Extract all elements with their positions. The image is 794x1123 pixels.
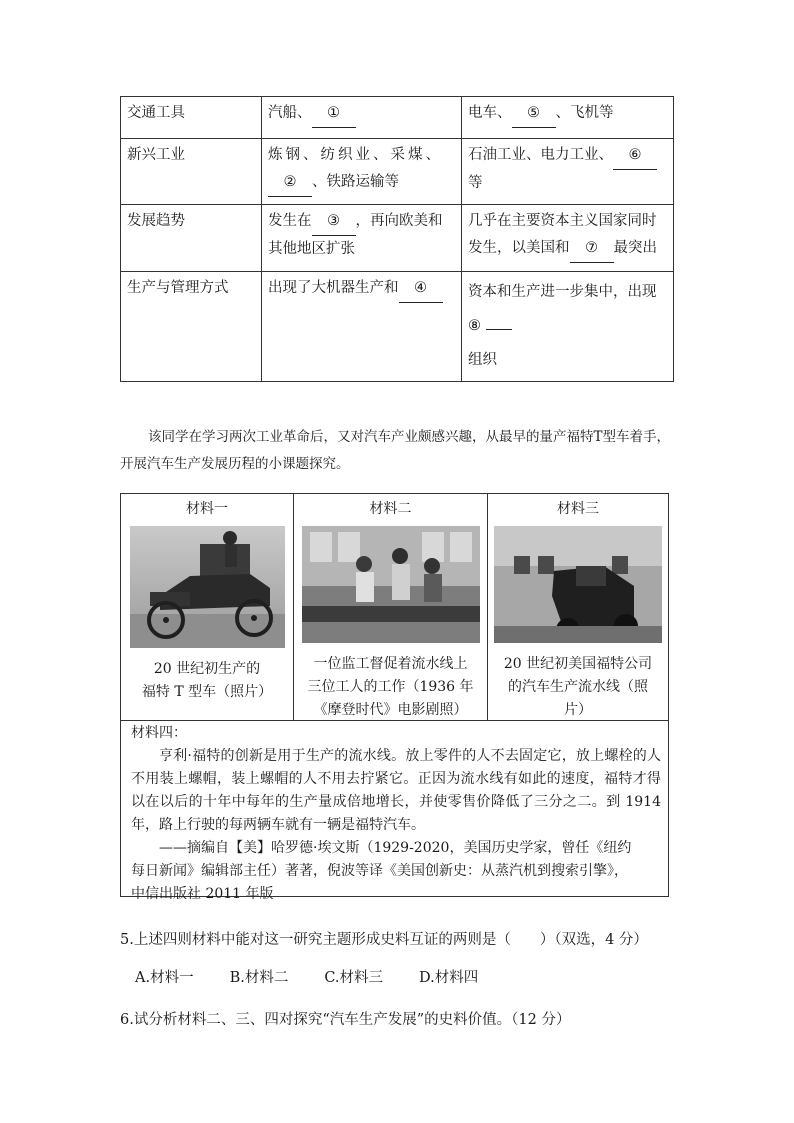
option-c[interactable]: C.材料三 — [324, 970, 384, 986]
blank-3: ③ — [312, 208, 356, 236]
option-a[interactable]: A.材料一 — [135, 970, 194, 986]
material-4-source: 每日新闻》编辑部主任）著著，倪波等译《美国创新史：从蒸汽机到搜索引擎》， — [131, 863, 628, 879]
first-revolution-cell: 发生在 ③ ，再向欧美和其他地区扩张 — [262, 205, 462, 272]
row-label: 新兴工业 — [121, 139, 262, 205]
first-revolution-cell: 出现了大机器生产和 ④ — [262, 272, 462, 382]
blank-6: ⑥ — [613, 142, 657, 170]
material-3 — [487, 494, 668, 720]
material-1 — [121, 494, 293, 720]
blank-7: ⑦ — [570, 235, 614, 263]
comparison-table — [120, 96, 674, 382]
intro-paragraph: 该同学在学习两次工业革命后，又对汽车产业颇感兴趣，从最早的量产福特T型车着手，开展汽车生产发展历程的小课题探究。 — [120, 429, 671, 472]
table-row — [121, 272, 674, 382]
question-6: 6.试分析材料二、三、四对探究“汽车生产发展”的史料价值。（12 分） — [120, 1012, 571, 1028]
table-row — [121, 97, 674, 139]
material-4-source: ——摘编自【美】哈罗德·埃文斯（1929-2020，美国历史学家，曾任《纽约 — [159, 840, 632, 856]
assembly-line-photo — [494, 526, 662, 643]
blank-8: ⑧ — [468, 318, 481, 334]
second-revolution-cell: 电车、 ⑤ 、飞机等 — [462, 97, 674, 139]
material-2-caption: 一位监工督促着流水线上 三位工人的工作（1936 年 《摩登时代》电影剧照） — [307, 656, 474, 718]
blank-2: ② — [268, 169, 312, 197]
question-5-options — [135, 966, 514, 987]
material-2-title: 材料二 — [369, 501, 412, 517]
first-revolution-cell: 汽船、 ① — [262, 97, 462, 139]
table-row — [121, 205, 674, 272]
ford-model-t-photo — [130, 526, 285, 648]
materials-photo-row — [121, 494, 668, 721]
material-3-title: 材料三 — [557, 501, 599, 517]
row-label: 交通工具 — [121, 97, 262, 139]
table-row — [121, 139, 674, 205]
row-label: 生产与管理方式 — [121, 272, 262, 382]
material-3-caption: 20 世纪初美国福特公司 的汽车生产流水线（照 片） — [503, 656, 653, 718]
second-revolution-cell: 资本和生产进一步集中，出现 ⑧ 组织 — [462, 272, 674, 382]
materials-box — [120, 493, 669, 902]
first-revolution-cell: 炼钢、纺织业、采煤、 ② 、铁路运输等 — [262, 139, 462, 205]
material-4-body: 亨利·福特的创新是用于生产的流水线。放上零件的人不去固定它，放上螺栓的人不用装上螺帽，装上螺帽的人不用去拧紧它。正因为流水线有如此的速度，福特才得以在以后的十年中每年的生产量成倍地增长，并使零售价降低了三分之二。到 1914 年，路上行驶的每两辆车就有一辆是福特汽车。 — [131, 748, 661, 833]
material-4-title: 材料四： — [131, 725, 187, 741]
material-2 — [293, 494, 487, 720]
blank-5: ⑤ — [512, 100, 556, 128]
row-label: 发展趋势 — [121, 205, 262, 272]
material-4-source: 中信出版社 2011 年版 — [131, 886, 274, 902]
second-revolution-cell: 石油工业、电力工业、 ⑥等 — [462, 139, 674, 205]
second-revolution-cell: 几乎在主要资本主义国家同时发生，以美国和 ⑦ 最突出 — [462, 205, 674, 272]
option-b[interactable]: B.材料二 — [229, 970, 289, 986]
material-1-caption: 20 世纪初生产的 福特 T 型车（照片） — [141, 661, 273, 700]
blank-1: ① — [312, 100, 356, 128]
question-5: 5.上述四则材料中能对这一研究主题形成史料互证的两则是（ ）（双选，4 分） — [120, 932, 648, 948]
modern-times-still-photo — [302, 526, 480, 643]
material-1-title: 材料一 — [186, 501, 228, 517]
blank-4: ④ — [399, 275, 443, 303]
option-d[interactable]: D.材料四 — [419, 970, 479, 986]
material-4 — [131, 722, 661, 906]
